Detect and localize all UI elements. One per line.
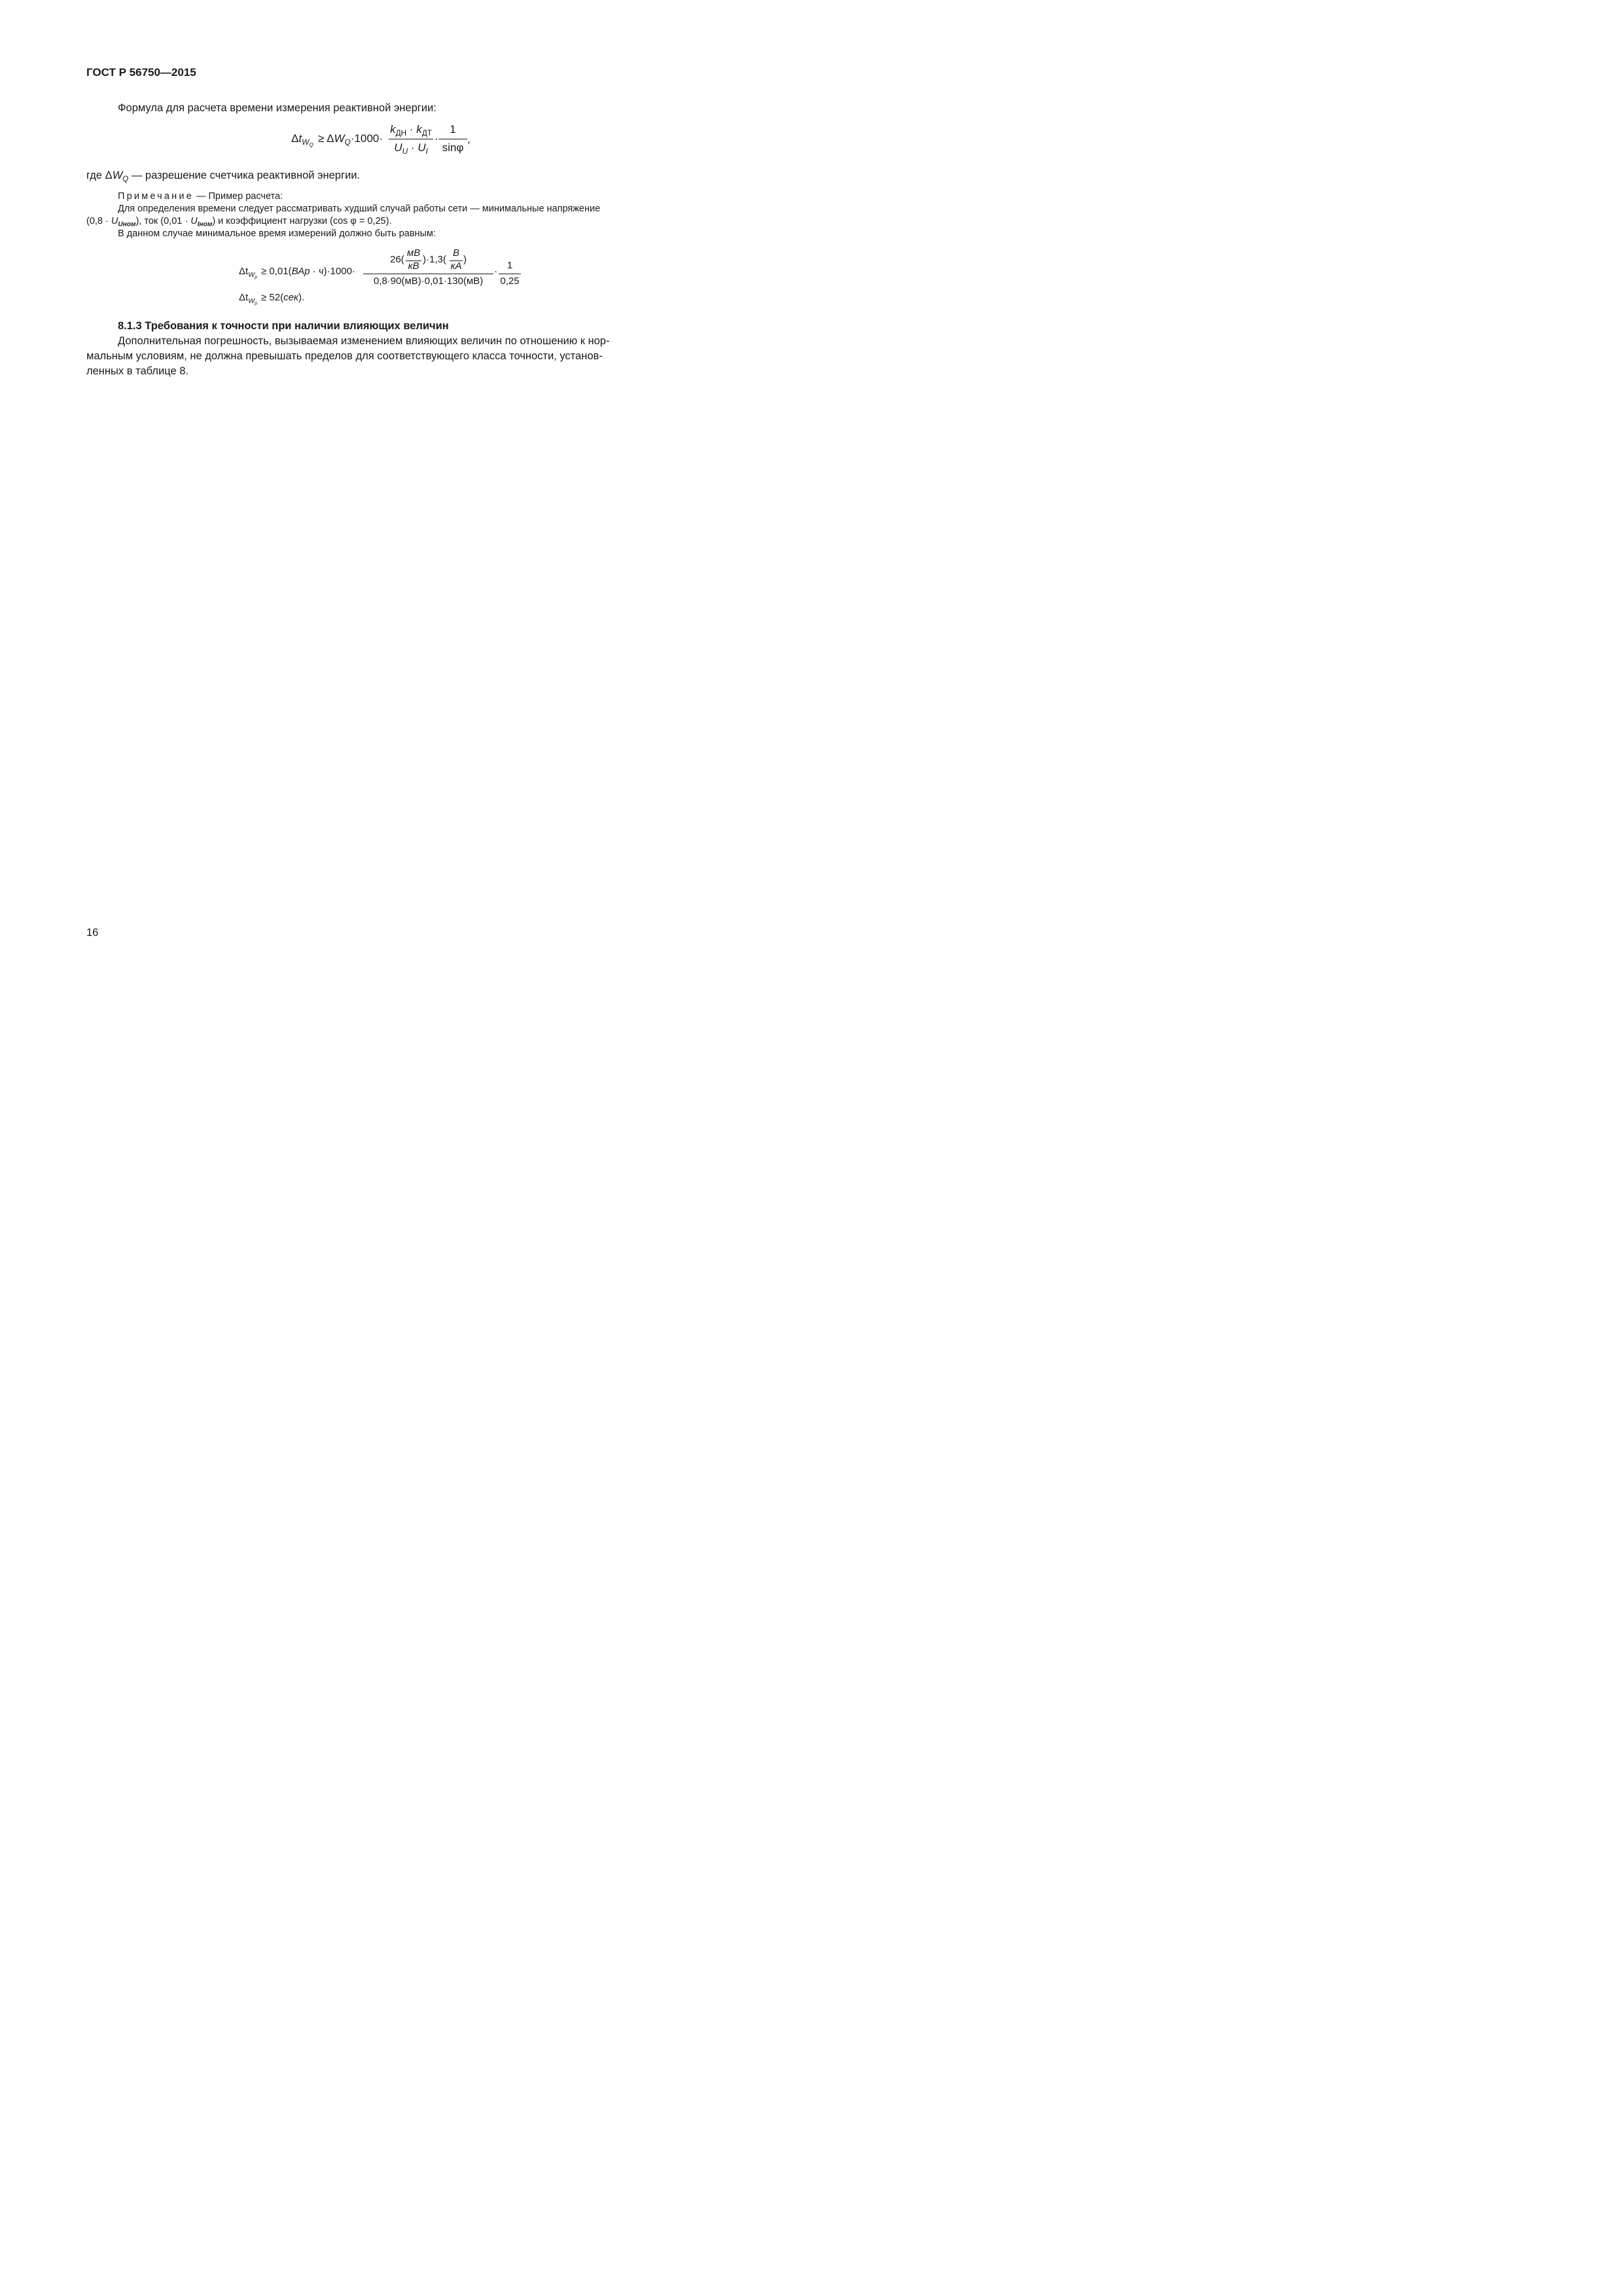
formula1-den2: sinφ (442, 141, 464, 154)
formula2-num-ka: кА (450, 260, 462, 272)
formula2-lhs (239, 266, 258, 280)
note-line2-i-sub: Iном (197, 221, 213, 228)
formula3-lhs (239, 292, 258, 306)
formula2-num-c: ) (463, 254, 467, 265)
formula2-lhs-sub: W (248, 270, 255, 279)
formula1-t: t (298, 132, 302, 145)
note-line-3: В данном случае минимальное время измерений должно быть равным: (118, 228, 436, 239)
formula3-lhs-sub: W (248, 296, 255, 305)
formula2-rhs-a: ≥ 0,01( (261, 266, 292, 277)
formula2-num-b: )·1,3( (423, 254, 446, 265)
formula1-k1: k (389, 123, 396, 135)
formula1-rhs (318, 132, 383, 145)
formula2-lhs-text: Δt (239, 266, 249, 277)
note-label: Примечание (118, 191, 194, 202)
where-line (86, 168, 360, 183)
note-line2-u-sub: Uном (118, 221, 136, 228)
formula-intro: Формула для расчета времени измерения реактивной энергии: (118, 102, 437, 114)
section-heading: 8.1.3 Требования к точности при наличии влияющих величин (118, 320, 449, 332)
formula1-numerator (389, 123, 433, 136)
formula2-num-mv: мВ (406, 247, 421, 259)
formula1-delta: Δ (291, 132, 299, 145)
formula1-den-dot: · (408, 141, 418, 154)
formula1-num-dot: · (406, 123, 417, 135)
formula3-rhs-a: ≥ 52( (261, 292, 284, 303)
where-text: — разрешение счетчика реактивной энергии. (128, 170, 360, 181)
where-w: W (112, 170, 123, 181)
note-line-2 (86, 215, 391, 228)
formula1-k2-sub: ДТ (421, 128, 433, 138)
formula3-rhs-b: ). (298, 292, 305, 303)
formula1-u1: U (394, 141, 402, 154)
section-paragraph-line-3: ленных в таблице 8. (86, 365, 188, 377)
note-line2-u: U (111, 216, 118, 226)
section-paragraph-line-1: Дополнительная погрешность, вызываемая изменением влияющих величин по отношению к нор- (118, 335, 610, 347)
formula2-num-kv: кВ (408, 260, 419, 272)
formula1-w-sub: Q (344, 137, 351, 147)
note-dash-text: — Пример расчета: (193, 191, 283, 202)
where-prefix: где Δ (86, 170, 113, 181)
formula3-lhs-subsub: p (255, 300, 258, 306)
formula1-w: W (334, 132, 345, 145)
formula1-k1-sub: ДН (395, 128, 407, 138)
formula1-u1-sub: U (402, 147, 408, 156)
formula1-u2-sub: I (425, 147, 428, 156)
formula3-rhs (261, 292, 304, 303)
formula3-lhs-text: Δt (239, 292, 249, 303)
note-line2-c: ) и коэффициент нагрузки (cos φ = 0,25). (212, 216, 392, 226)
note-line2-b: ), ток (0,01 · (135, 216, 191, 226)
formula1-relation: ≥ Δ (318, 132, 334, 145)
formula2-dot: · (494, 266, 497, 277)
formula1-num2: 1 (450, 123, 456, 135)
formula2-num-v: В (452, 247, 459, 259)
formula1-dot2: · (435, 132, 438, 145)
note-heading (118, 190, 283, 203)
formula1-u2: U (418, 141, 426, 154)
formula1-lhs (291, 132, 313, 149)
formula1-t-subsub: Q (309, 141, 313, 149)
formula2-rhs-unit: ВАр · ч (291, 266, 324, 277)
formula3-rhs-unit: сек (283, 292, 299, 303)
formula1-k2: k (416, 123, 422, 135)
formula1-denominator (389, 141, 433, 154)
page-number: 16 (86, 927, 99, 939)
formula1-comma: , (467, 133, 471, 145)
document-header: ГОСТ Р 56750—2015 (86, 66, 196, 79)
note-line-1: Для определения времени следует рассматривать худший случай работы сети — минимальные напряжение (118, 204, 601, 214)
formula2-denominator: 0,8·90(мВ)·0,01·130(мВ) (373, 276, 484, 287)
where-w-sub: Q (122, 175, 129, 184)
note-line2-i: U (190, 216, 198, 226)
formula1-t-sub: W (302, 137, 310, 147)
formula2-rhs (261, 266, 355, 277)
section-paragraph-line-2: мальным условиям, не должна превышать пределов для соответствующего класса точности, установ- (86, 350, 603, 362)
formula2-den2: 0,25 (500, 276, 520, 287)
formula2-lhs-subsub: p (255, 274, 258, 280)
formula2-num-a: 26( (390, 254, 404, 265)
note-line2-a: (0,8 · (86, 216, 111, 226)
formula1-multiplier: ·1000· (350, 132, 383, 145)
formula2-num2: 1 (507, 260, 513, 271)
formula2-rhs-b: )·1000· (323, 266, 355, 277)
